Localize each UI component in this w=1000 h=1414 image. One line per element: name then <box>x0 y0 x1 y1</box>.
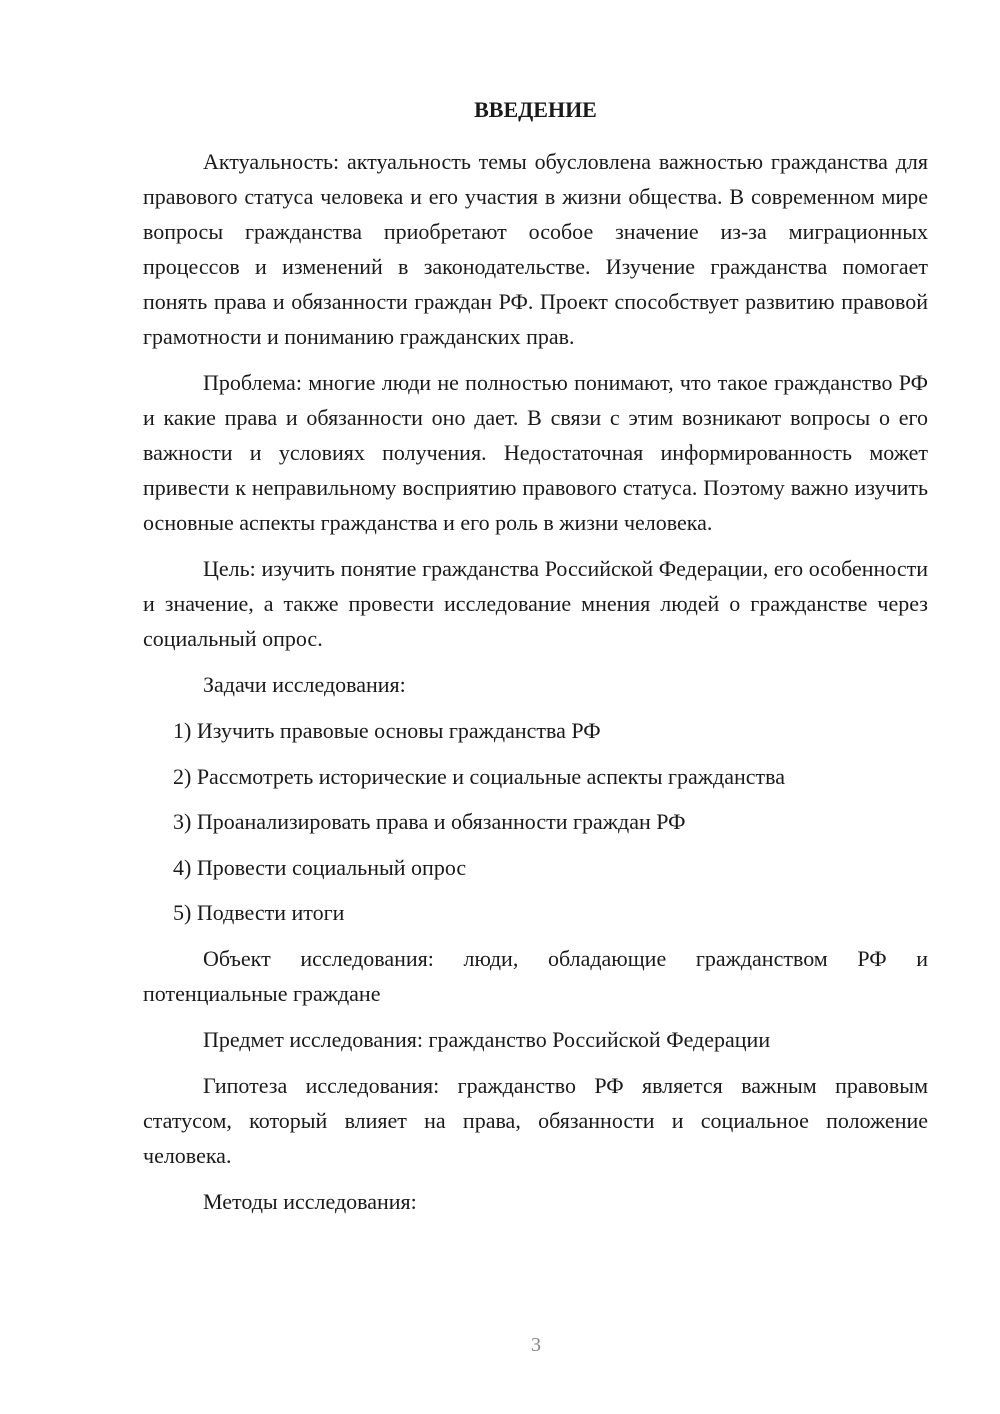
paragraph-problem: Проблема: многие люди не полностью понимают, что такое гражданство РФ и какие права и обязанности оно дает. В связи с этим возникают вопросы о его важности и условиях получения. Недостаточная информированность может привести к неправильному восприятию правового статуса. Поэтому важно изучить основные аспекты гражданства и его роль в жизни человека. <box>143 370 928 535</box>
methods-heading: Методы исследования: <box>203 1188 417 1214</box>
document-page <box>143 92 928 1230</box>
list-item: 1) Изучить правовые основы гражданства РФ <box>173 718 601 743</box>
list-item: 3) Проанализировать права и обязанности граждан РФ <box>173 809 686 834</box>
tasks-heading: Задачи исследования: <box>203 672 406 697</box>
paragraph-subject: Предмет исследования: гражданство Российской Федерации <box>203 1026 771 1052</box>
list-item: 5) Подвести итоги <box>173 900 345 925</box>
list-item: 4) Провести социальный опрос <box>173 854 467 880</box>
paragraph-relevance: Актуальность: актуальность темы обусловлена важностью гражданства для правового статуса человека и его участия в жизни общества. В современном мире вопросы гражданства приобретают особое значение из-за миграционных процессов и изменений в законодательстве. Изучение гражданства помогает понять права и обязанности граждан РФ. Проект способствует развитию правовой грамотности и пониманию гражданских прав. <box>143 149 928 349</box>
page-number: 3 <box>531 1334 541 1356</box>
list-item: 2) Рассмотреть исторические и социальные аспекты гражданства <box>173 763 785 789</box>
paragraph-object: Объект исследования: люди, обладающие гражданством РФ и потенциальные граждане <box>143 945 928 1006</box>
page-title: ВВЕДЕНИЕ <box>474 97 597 122</box>
paragraph-hypothesis: Гипотеза исследования: гражданство РФ является важным правовым статусом, который влияет на права, обязанности и социальное положение человека. <box>143 1072 928 1168</box>
paragraph-goal: Цель: изучить понятие гражданства Российской Федерации, его особенности и значение, а также провести исследование мнения людей о гражданстве через социальный опрос. <box>143 556 928 651</box>
